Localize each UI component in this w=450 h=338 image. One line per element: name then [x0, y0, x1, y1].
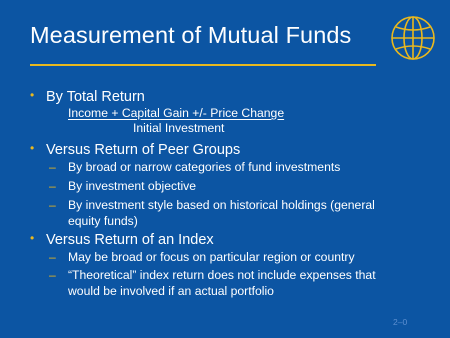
- globe-icon: [389, 14, 437, 62]
- bullet-marker: •: [30, 231, 35, 245]
- sub-bullet: – “Theoretical” index return does not include expenses that would be involved if an actual portfolio: [49, 268, 376, 298]
- bullet-total-return: • By Total Return: [30, 88, 145, 105]
- bullet-index: • Versus Return of an Index: [30, 231, 214, 248]
- sub-bullet: – By investment style based on historical holdings (general equity funds): [49, 198, 375, 228]
- sub-bullet: – By broad or narrow categories of fund investments: [49, 160, 341, 174]
- bullet-marker: •: [30, 141, 35, 155]
- title-underline: [30, 64, 376, 66]
- bullet-peer-groups: • Versus Return of Peer Groups: [30, 141, 241, 158]
- bullet-marker: •: [30, 88, 35, 102]
- sub-bullet: – May be broad or focus on particular region or country: [49, 250, 355, 264]
- formula-numerator: Income + Capital Gain +/- Price Change: [68, 106, 285, 120]
- sub-bullet: – By investment objective: [49, 179, 197, 193]
- formula-denominator: Initial Investment: [133, 121, 225, 135]
- page-number: 2–0: [393, 317, 408, 327]
- slide-title: Measurement of Mutual Funds: [30, 22, 352, 48]
